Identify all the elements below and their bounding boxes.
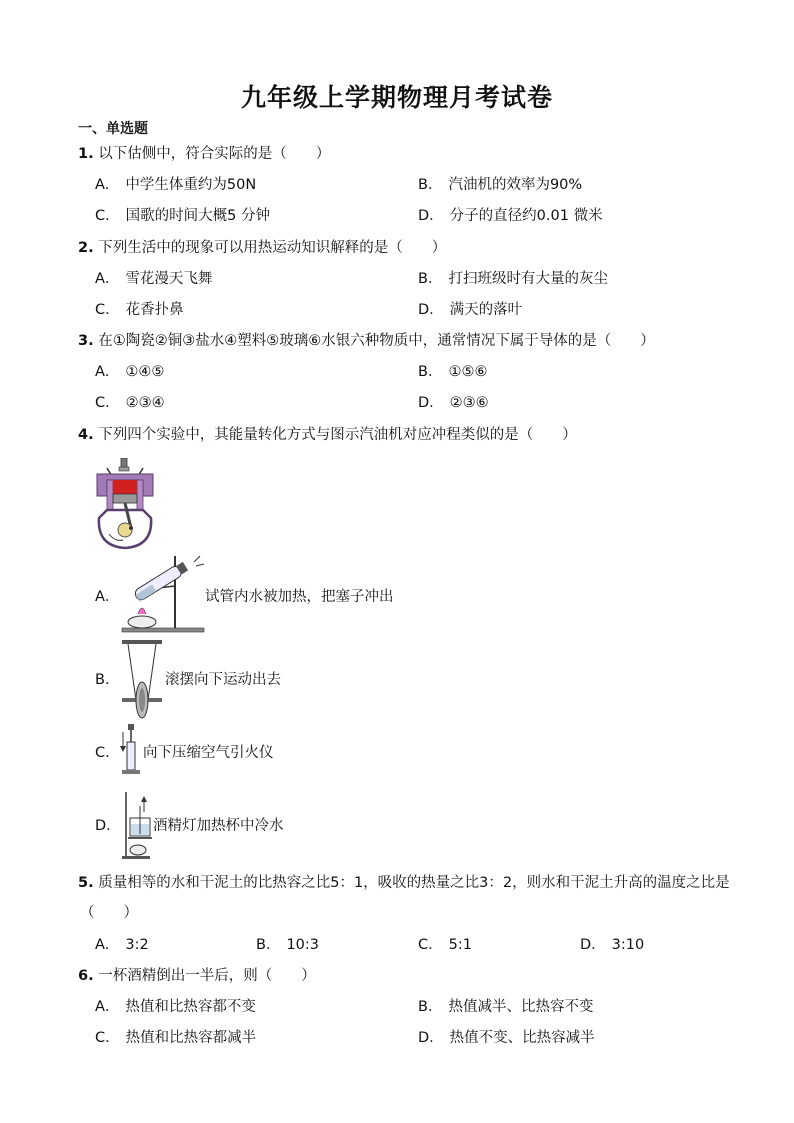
- option-6b[interactable]: B． 热值减半、比热容不变: [418, 999, 594, 1015]
- question-text: 下列生活中的现象可以用热运动知识解释的是（ ）: [98, 240, 447, 256]
- option-5b[interactable]: B． 10:3: [256, 937, 320, 953]
- option-4a[interactable]: A．: [95, 589, 120, 605]
- option-5c[interactable]: C． 5:1: [418, 937, 472, 953]
- question-number: 3.: [78, 333, 94, 349]
- option-2b[interactable]: B． 打扫班级时有大量的灰尘: [418, 271, 608, 287]
- option-4d-caption: 酒精灯加热杯中冷水: [153, 818, 284, 834]
- option-4d[interactable]: D．: [95, 818, 121, 834]
- option-6c[interactable]: C． 热值和比热容都减半: [95, 1030, 257, 1046]
- question-5: [78, 873, 730, 893]
- option-4b-caption: 滚摆向下运动出去: [165, 672, 281, 688]
- option-1a[interactable]: A． 中学生体重约为50N: [95, 177, 257, 193]
- test-tube-heating-diagram: [120, 552, 206, 634]
- engine-diagram: [93, 458, 157, 550]
- question-5-blank: （ ）: [80, 905, 138, 921]
- option-4a-caption: 试管内水被加热，把塞子冲出: [205, 589, 394, 605]
- question-text: 下列四个实验中，其能量转化方式与图示汽油机对应冲程类似的是（ ）: [98, 427, 577, 443]
- page-title: 九年级上学期物理月考试卷: [240, 83, 553, 112]
- option-3d[interactable]: D． ②③⑥: [418, 395, 489, 411]
- option-5d[interactable]: D． 3:10: [580, 937, 645, 953]
- question-number: 1.: [78, 146, 94, 162]
- question-text: 一杯酒精倒出一半后，则（ ）: [98, 968, 316, 984]
- option-2c[interactable]: C． 花香扑鼻: [95, 302, 184, 318]
- question-6: [78, 966, 316, 986]
- section-heading: 一、单选题: [78, 121, 148, 137]
- question-1: [78, 144, 330, 164]
- question-2: [78, 238, 446, 258]
- question-3: [78, 331, 655, 351]
- option-6a[interactable]: A． 热值和比热容都不变: [95, 999, 256, 1015]
- option-6d[interactable]: D． 热值不变、比热容减半: [418, 1030, 595, 1046]
- question-text: 以下估侧中，符合实际的是（ ）: [98, 146, 331, 162]
- option-1d[interactable]: D． 分子的直径约0.01 微米: [418, 208, 603, 224]
- option-4c[interactable]: C．: [95, 745, 120, 761]
- question-text: 在①陶瓷②铜③盐水④塑料⑤玻璃⑥水银六种物质中，通常情况下属于导体的是（ ）: [98, 333, 655, 349]
- option-2a[interactable]: A． 雪花漫天飞舞: [95, 271, 213, 287]
- option-3b[interactable]: B． ①⑤⑥: [418, 364, 488, 380]
- air-compression-diagram: [118, 722, 142, 778]
- option-3c[interactable]: C． ②③④: [95, 395, 165, 411]
- question-number: 6.: [78, 968, 94, 984]
- option-5a[interactable]: A． 3:2: [95, 937, 149, 953]
- question-number: 2.: [78, 240, 94, 256]
- option-1b[interactable]: B． 汽油机的效率为90%: [418, 177, 583, 193]
- option-4c-caption: 向下压缩空气引火仪: [143, 745, 274, 761]
- beaker-heating-diagram: [120, 790, 152, 860]
- maxwell-wheel-diagram: [118, 640, 166, 722]
- question-text: 质量相等的水和干泥土的比热容之比5：1，吸收的热量之比3：2，则水和干泥土升高的温度之比是: [98, 875, 730, 891]
- question-number: 4.: [78, 427, 94, 443]
- option-1c[interactable]: C． 国歌的时间大概5 分钟: [95, 208, 270, 224]
- option-3a[interactable]: A． ①④⑤: [95, 364, 165, 380]
- option-2d[interactable]: D． 满天的落叶: [418, 302, 523, 318]
- option-4b[interactable]: B．: [95, 672, 120, 688]
- question-number: 5.: [78, 875, 94, 891]
- question-4: [78, 425, 577, 445]
